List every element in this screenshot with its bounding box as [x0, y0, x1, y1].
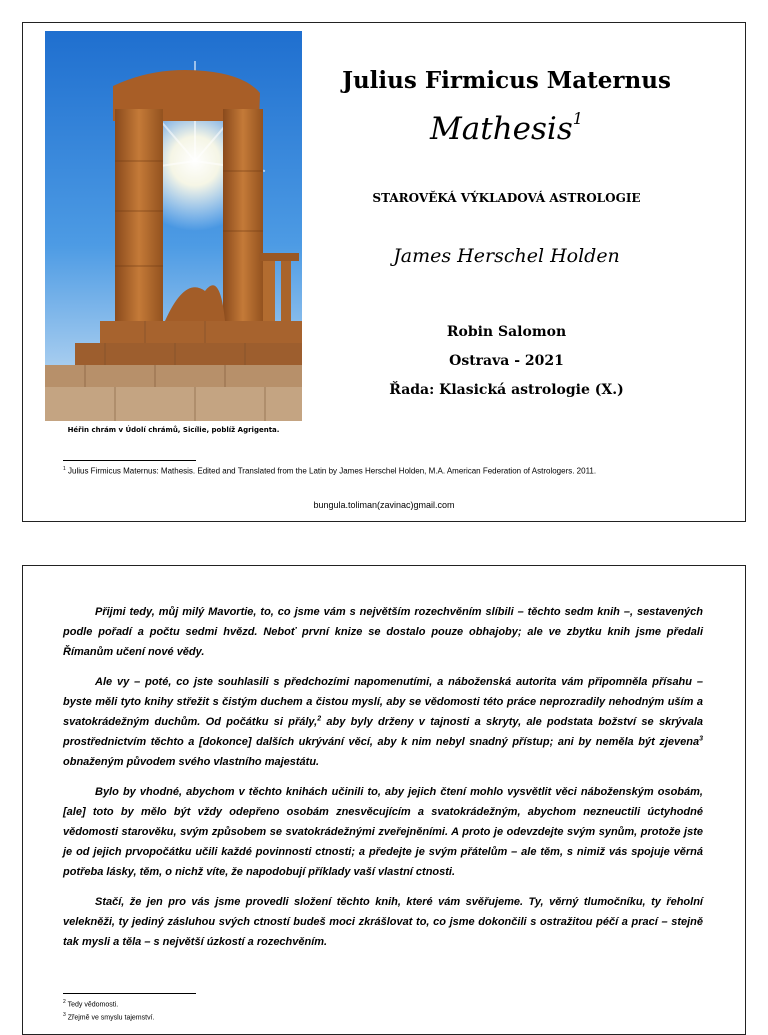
paragraph — [63, 672, 703, 772]
temple-of-hera-photo — [45, 31, 302, 421]
footnote — [63, 1010, 154, 1023]
book-author: Julius Firmicus Maternus — [342, 67, 671, 94]
footnote — [63, 997, 154, 1010]
contact-email[interactable]: bungula.toliman(zavinac)gmail.com — [313, 500, 455, 510]
text-page — [22, 565, 746, 1035]
paragraph-text: Ale vy – poté, co jste souhlasili s předchozími napomenutími, a náboženská autorita vám připomněla přísahu – byste měli tyto knihy střežit s čistým duchem a čistou myslí, aby se vědomosti této práce neprozradily nehodným uším a svatokrádežným duchům. Od počátku si přály, — [63, 676, 703, 728]
footnotes — [63, 997, 154, 1024]
footnote-marker: 2 — [317, 715, 322, 723]
paragraph-text: aby byly drženy v tajnosti a skryty, ale podstata božství se skrývala prostřednictvím těchto a [dokonce] dalších ukrývání věcí, aby k nim nebyl snadný přístup; ani by neměla být zjevena — [63, 716, 703, 748]
footnote-text: Zřejmě ve smyslu tajemství. — [65, 1014, 155, 1022]
footnote-divider — [63, 993, 196, 994]
place-year: Ostrava - 2021 — [449, 353, 564, 369]
body-text — [63, 602, 703, 962]
book-subtitle: STAROVĚKÁ VÝKLADOVÁ ASTROLOGIE — [372, 191, 641, 205]
book-title-text: Mathesis — [430, 111, 573, 147]
footnote-marker: 1 — [63, 466, 66, 472]
paragraph: Přijmi tedy, můj milý Mavortie, to, co jsme vám s největším rozechvěním slíbili – těchto sedm knih –, sestavených podle pořadí a počtu sedmi hvězd. Neboť první knize se dostalo pouze obhajoby; ale ve zbytku knih jsme předali Římanům učení nové vědy. — [63, 606, 703, 658]
footnote-marker: 1 — [572, 109, 583, 128]
publisher-name: Robin Salomon — [446, 324, 567, 340]
footnote-marker: 2 — [63, 999, 66, 1005]
footnote-marker: 3 — [63, 1012, 66, 1019]
footnote-text: Tedy vědomosti. — [65, 1001, 119, 1009]
book-title — [323, 111, 690, 147]
paragraph: Stačí, že jen pro vás jsme provedli složení těchto knih, které vám svěřujeme. Ty, věrný tlumočníku, ty řeholní velekněži, ty jediný zásluhou svých ctností budeš moci zkrášlovat to, co jsme dokončili s ostražitou péčí a prací – stejně tak mysli a těla – s největší úzkostí a rozechvěním. — [63, 896, 703, 948]
series-name: Řada: Klasická astrologie (X.) — [389, 382, 624, 398]
translator-name: James Herschel Holden — [393, 245, 620, 267]
paragraph-text: obnaženým původem svého vlastního majestátu. — [63, 756, 320, 768]
footnote-divider — [63, 460, 196, 461]
footnote — [63, 466, 723, 476]
paragraph: Bylo by vhodné, abychom v těchto knihách učinili to, aby jejich čtení mohlo vysvětlit věci náboženským osobám, [ale] toto by mělo být vždy odepřeno osobám znesvěcujícím a svatokrádežným, abychom nezneuctili úctyhodné vědomosti starověku, svým způsobem se svatokrádežnými zveřejněními. A proto je odevzdejte svým synům, protože jste je od jejich prvopočátku učili každé povinnosti ctnosti; a předejte je svým přátelům – ale těm, s nimiž vás spojuje věrná potřeba lásky, těm, o nichž víte, že napodobují příklady vaší vlastní ctnosti. — [63, 786, 703, 878]
footnote-text: Julius Firmicus Maternus: Mathesis. Edited and Translated from the Latin by James Herschel Holden, M.A. American Federation of Astrologers. 2011. — [65, 466, 597, 476]
cover-page — [22, 22, 746, 522]
photo-caption: Héřin chrám v Údolí chrámů, Sicílie, poblíž Agrigenta. — [67, 426, 280, 434]
footnote-marker: 3 — [699, 735, 703, 743]
